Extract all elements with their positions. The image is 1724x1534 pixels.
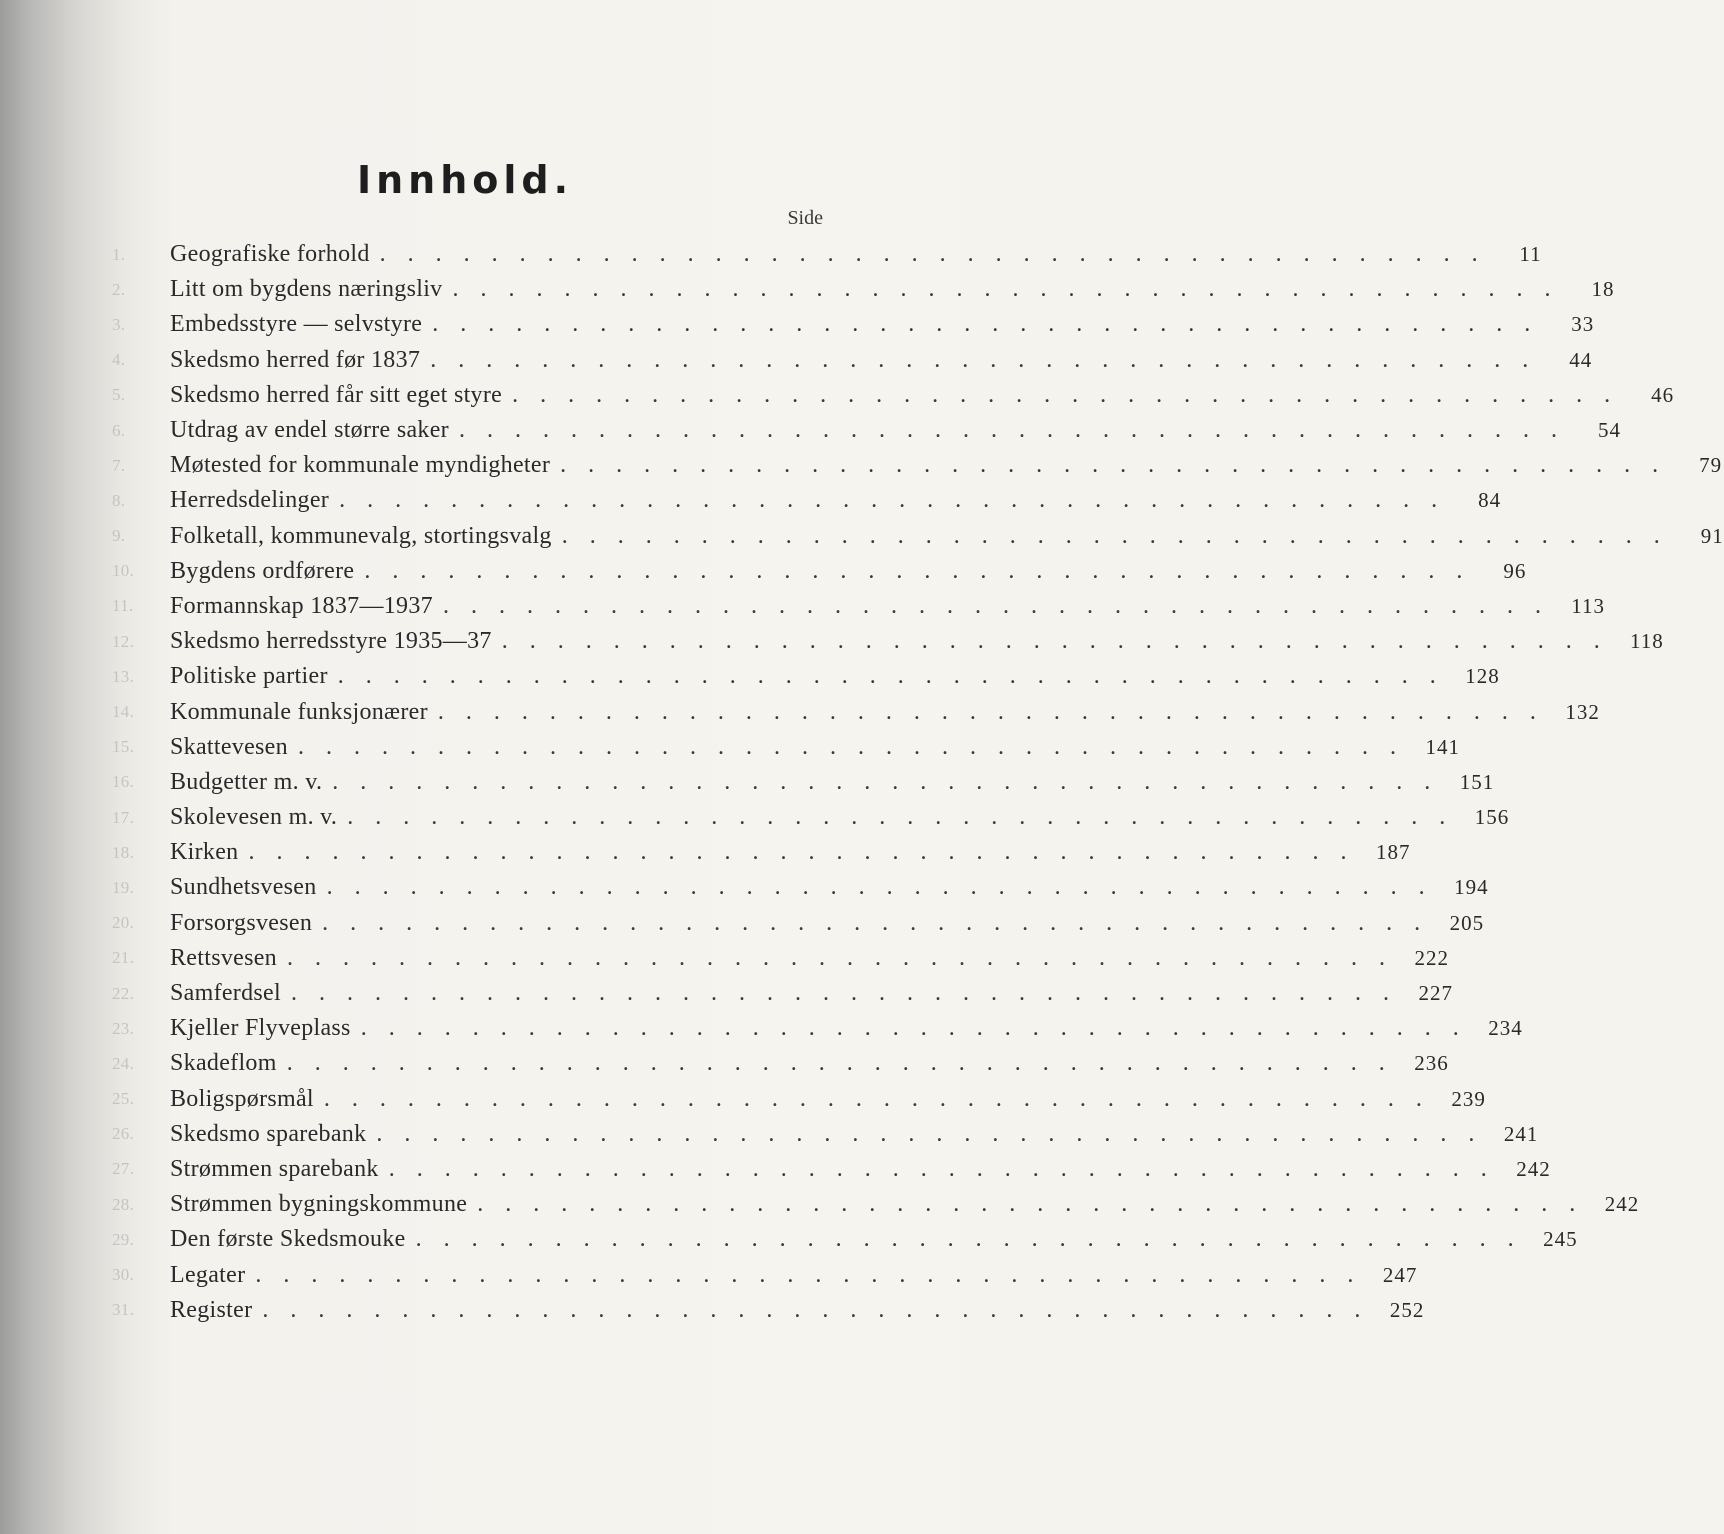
entry-number: 17. [112,807,135,827]
entry-number: 30. [112,1265,135,1285]
dot-leader: . . . . . . . . . . . . . . . . . . . . . . . . . . . . . . . . . . . . . . . . [248,839,1355,866]
dot-leader: . . . . . . . . . . . . . . . . . . . . . . . . . . . . . . . . . . . . . . . . [561,522,1668,549]
toc-entry [112,1117,1539,1152]
toc-entry [112,765,1495,800]
entry-title: Strømmen bygningskommune [170,1191,468,1218]
toc-entry [112,1011,1523,1046]
entry-title: Skedsmo sparebank [170,1120,367,1147]
entry-page-number: 242 [1516,1156,1551,1181]
entry-title: Embedsstyre — selvstyre [170,311,423,338]
toc-entry [112,941,1449,976]
entry-number: 16. [112,772,135,792]
entry-title: Skedsmo herred før 1837 [170,346,421,373]
dot-leader: . . . . . . . . . . . . . . . . . . . . . . . . . . . . . . . . . . . . . . . . [388,1155,1495,1182]
entry-title: Kommunale funksjonærer [170,698,428,725]
entry-title: Litt om bygdens næringsliv [170,276,443,303]
entry-page-number: 205 [1449,910,1485,935]
dot-leader: . . . . . . . . . . . . . . . . . . . . . . . . . . . . . . . . . . . . . . . . [262,1296,1369,1323]
entry-title: Skattevesen [170,733,288,760]
entry-page-number: 239 [1451,1086,1486,1111]
entry-number: 22. [112,983,135,1003]
dot-leader: . . . . . . . . . . . . . . . . . . . . . . . . . . . . . . . . . . . . . . . . [560,452,1667,479]
entry-title: Formannskap 1837—1937 [170,592,433,619]
dot-leader: . . . . . . . . . . . . . . . . . . . . . . . . . . . . . . . . . . . . . . . . [339,487,1446,514]
entry-page-number: 91 [1700,523,1724,548]
entry-number: 18. [112,842,135,862]
entry-number: 6. [112,420,126,440]
dot-leader: . . . . . . . . . . . . . . . . . . . . . . . . . . . . . . . . . . . . . . . . [430,346,1537,373]
toc-entry [112,730,1460,765]
entry-page-number: 84 [1478,488,1502,513]
toc-entry [112,413,1621,448]
toc-entry [112,1293,1425,1328]
entry-number: 3. [112,314,126,334]
entry-page-number: 234 [1488,1016,1523,1041]
entry-page-number: 227 [1418,981,1453,1006]
entry-title: Bygdens ordførere [170,557,355,584]
dot-leader: . . . . . . . . . . . . . . . . . . . . . . . . . . . . . . . . . . . . . . . . [512,381,1619,408]
entry-title: Legater [170,1261,246,1288]
entry-title: Møtested for kommunale myndigheter [170,452,551,479]
entry-page-number: 44 [1569,347,1593,372]
dot-leader: . . . . . . . . . . . . . . . . . . . . . . . . . . . . . . . . . . . . . . . . [323,1085,1430,1112]
dot-leader: . . . . . . . . . . . . . . . . . . . . . . . . . . . . . . . . . . . . . . . . [452,276,1559,303]
entry-number: 13. [112,666,135,686]
toc-entry [112,307,1595,342]
entry-page-number: 33 [1571,312,1595,337]
entry-page-number: 236 [1414,1051,1449,1076]
entry-number: 12. [112,631,135,651]
entry-title: Herredsdelinger [170,487,330,514]
dot-leader: . . . . . . . . . . . . . . . . . . . . . . . . . . . . . . . . . . . . . . . . [379,241,1486,268]
entry-title: Sundhetsvesen [170,874,317,901]
entry-title: Strømmen sparebank [170,1155,379,1182]
entry-number: 7. [112,455,126,475]
toc-entry [112,554,1527,589]
entry-number: 5. [112,385,126,405]
entry-page-number: 79 [1699,453,1723,478]
entry-page-number: 96 [1503,558,1527,583]
entry-title: Kirken [170,839,239,866]
entry-title: Skolevesen m. v. [170,804,338,831]
dot-leader: . . . . . . . . . . . . . . . . . . . . . . . . . . . . . . . . . . . . . . . . [477,1191,1584,1218]
entry-title: Skadeflom [170,1050,277,1077]
entry-number: 24. [112,1053,135,1073]
toc-entry [112,800,1510,835]
entry-page-number: 247 [1382,1262,1418,1287]
entry-page-number: 187 [1375,840,1411,865]
toc-entry [112,976,1453,1011]
entry-page-number: 118 [1629,629,1664,654]
entry-page-number: 222 [1414,945,1449,970]
dot-leader: . . . . . . . . . . . . . . . . . . . . . . . . . . . . . . . . . . . . . . . . [347,804,1454,831]
dot-leader: . . . . . . . . . . . . . . . . . . . . . . . . . . . . . . . . . . . . . . . . [415,1226,1522,1253]
toc-entry [112,1222,1578,1257]
dot-leader: . . . . . . . . . . . . . . . . . . . . . . . . . . . . . . . . . . . . . . . . [326,874,1433,901]
dot-leader: . . . . . . . . . . . . . . . . . . . . . . . . . . . . . . . . . . . . . . . . [286,944,1393,971]
toc-entry [112,1082,1486,1117]
toc-entry [112,1257,1418,1292]
dot-leader: . . . . . . . . . . . . . . . . . . . . . . . . . . . . . . . . . . . . . . . . [364,557,1471,584]
toc-entry [112,1152,1551,1187]
entry-number: 23. [112,1018,135,1038]
entry-page-number: 54 [1597,418,1621,443]
toc-entry [112,659,1500,694]
entry-title: Skedsmo herredsstyre 1935—37 [170,628,492,655]
dot-leader: . . . . . . . . . . . . . . . . . . . . . . . . . . . . . . . . . . . . . . . . [437,698,1544,725]
entry-number: 10. [112,561,135,581]
toc-entry [112,1046,1449,1081]
toc-entry [112,378,1675,413]
toc-entry [112,835,1411,870]
entry-title: Boligspørsmål [170,1085,314,1112]
entry-number: 8. [112,490,126,510]
dot-leader: . . . . . . . . . . . . . . . . . . . . . . . . . . . . . . . . . . . . . . . . [360,1015,1467,1042]
entry-number: 1. [112,244,126,264]
entry-number: 28. [112,1194,135,1214]
entry-number: 19. [112,877,135,897]
entry-number: 11. [112,596,134,616]
entry-page-number: 245 [1543,1227,1578,1252]
entry-page-number: 11 [1519,242,1542,267]
entry-page-number: 18 [1591,277,1615,302]
toc-entry [112,589,1605,624]
toc-entry [112,1187,1640,1222]
toc-entry [112,870,1489,905]
entry-title: Register [170,1296,253,1323]
toc-entry [112,694,1600,729]
entry-title: Budgetter m. v. [170,768,323,795]
dot-leader: . . . . . . . . . . . . . . . . . . . . . . . . . . . . . . . . . . . . . . . . [332,768,1439,795]
entry-number: 21. [112,948,135,968]
entry-number: 15. [112,737,135,757]
entry-title: Politiske partier [170,663,328,690]
entry-title: Kjeller Flyveplass [170,1015,351,1042]
entry-page-number: 132 [1565,699,1600,724]
entry-number: 2. [112,279,126,299]
table-of-contents [112,237,1724,1328]
entry-page-number: 242 [1604,1192,1640,1217]
dot-leader: . . . . . . . . . . . . . . . . . . . . . . . . . . . . . . . . . . . . . . . . [376,1120,1483,1147]
entry-number: 31. [112,1300,135,1320]
entry-page-number: 241 [1503,1121,1539,1146]
entry-title: Rettsvesen [170,944,277,971]
entry-number: 29. [112,1229,135,1249]
page-title: Innhold. [356,158,574,202]
entry-number: 20. [112,913,135,933]
entry-page-number: 141 [1425,734,1460,759]
toc-entry [112,624,1664,659]
entry-title: Skedsmo herred får sitt eget styre [170,381,503,408]
entry-page-number: 156 [1474,805,1510,830]
entry-page-number: 128 [1465,664,1500,689]
entry-page-number: 113 [1571,593,1605,618]
entry-page-number: 252 [1389,1297,1425,1322]
toc-entry [112,237,1542,272]
toc-entry [112,343,1593,378]
toc-entry [112,519,1724,554]
toc-entry [112,906,1485,941]
entry-title: Den første Skedsmouke [170,1226,406,1253]
dot-leader: . . . . . . . . . . . . . . . . . . . . . . . . . . . . . . . . . . . . . . . . [501,628,1608,655]
dot-leader: . . . . . . . . . . . . . . . . . . . . . . . . . . . . . . . . . . . . . . . . [297,733,1404,760]
entry-page-number: 194 [1454,875,1489,900]
entry-number: 14. [112,702,135,722]
entry-title: Forsorgsvesen [170,909,313,936]
dot-leader: . . . . . . . . . . . . . . . . . . . . . . . . . . . . . . . . . . . . . . . . [286,1050,1393,1077]
dot-leader: . . . . . . . . . . . . . . . . . . . . . . . . . . . . . . . . . . . . . . . . [458,417,1565,444]
dot-leader: . . . . . . . . . . . . . . . . . . . . . . . . . . . . . . . . . . . . . . . . [322,909,1429,936]
dot-leader: . . . . . . . . . . . . . . . . . . . . . . . . . . . . . . . . . . . . . . . . [432,311,1539,338]
entry-number: 27. [112,1159,135,1179]
dot-leader: . . . . . . . . . . . . . . . . . . . . . . . . . . . . . . . . . . . . . . . . [337,663,1444,690]
dot-leader: . . . . . . . . . . . . . . . . . . . . . . . . . . . . . . . . . . . . . . . . [442,592,1549,619]
entry-page-number: 151 [1459,769,1495,794]
entry-number: 25. [112,1089,135,1109]
entry-number: 26. [112,1124,135,1144]
entry-title: Geografiske forhold [170,241,370,268]
toc-entry [112,448,1723,483]
toc-entry [112,272,1615,307]
entry-page-number: 46 [1651,382,1675,407]
dot-leader: . . . . . . . . . . . . . . . . . . . . . . . . . . . . . . . . . . . . . . . . [290,980,1397,1007]
toc-entry [112,483,1502,518]
entry-number: 9. [112,526,126,546]
page-column-header: Side [787,207,823,229]
entry-title: Utdrag av endel større saker [170,417,449,444]
entry-title: Folketall, kommunevalg, stortingsvalg [170,522,552,549]
dot-leader: . . . . . . . . . . . . . . . . . . . . . . . . . . . . . . . . . . . . . . . . [255,1261,1362,1288]
entry-title: Samferdsel [170,980,281,1007]
entry-number: 4. [112,350,126,370]
